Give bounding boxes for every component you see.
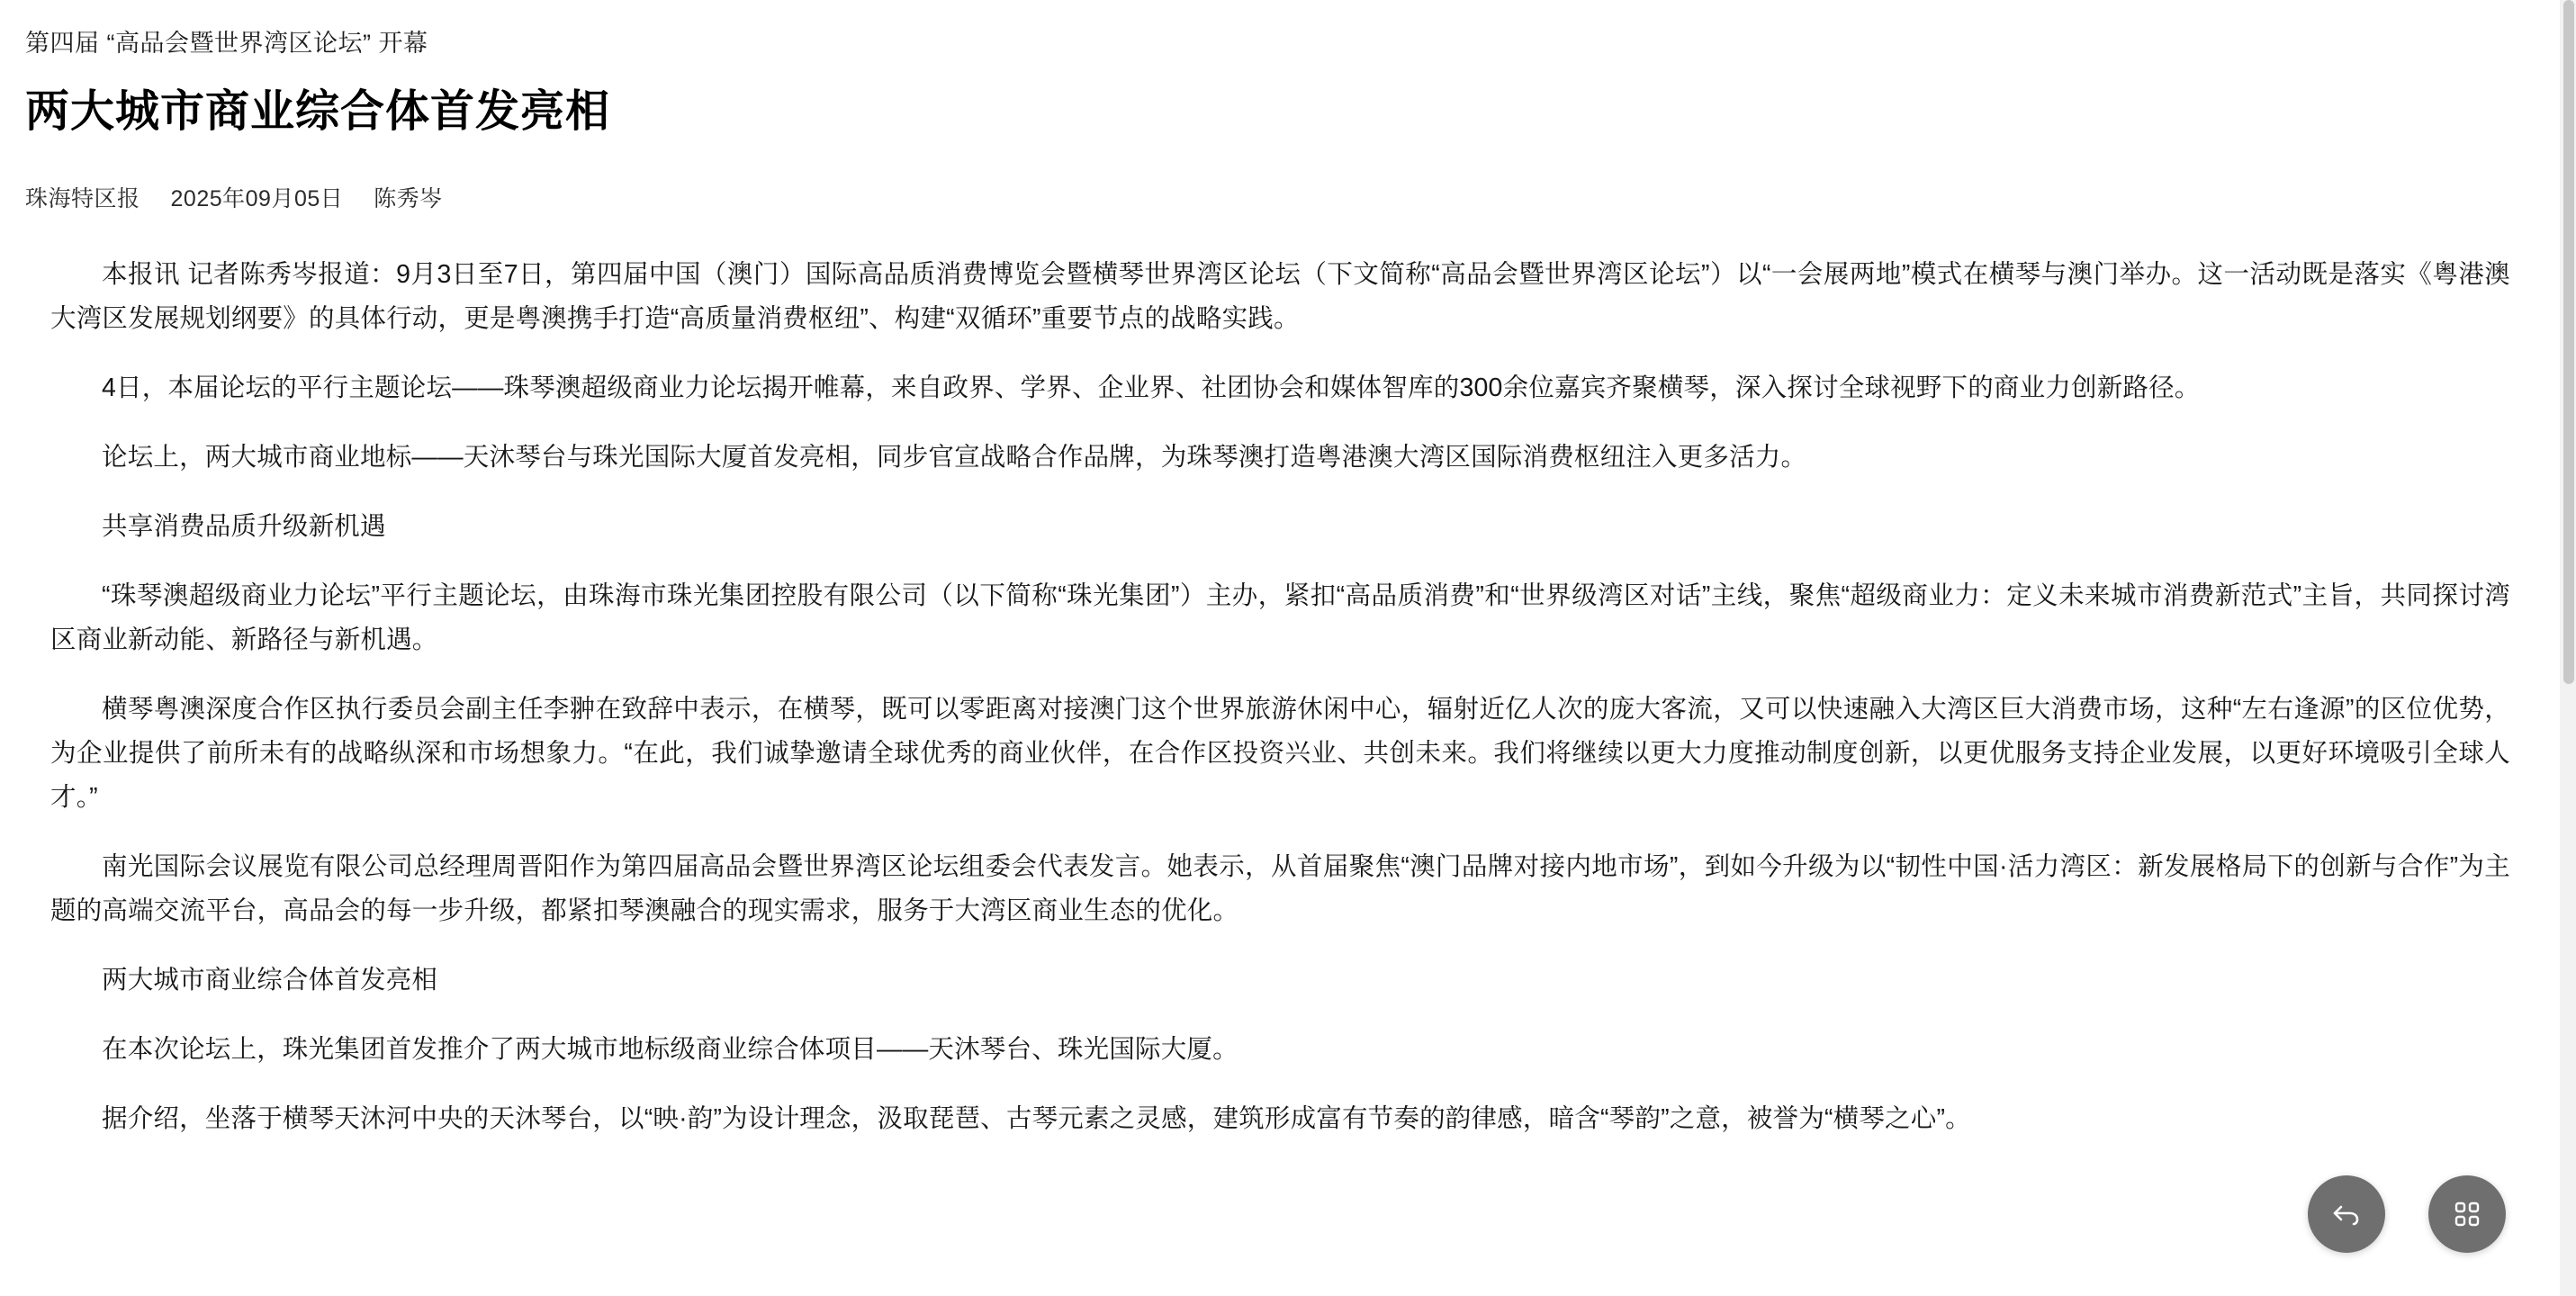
page-title: 两大城市商业综合体首发亮相 [25,86,611,136]
article-paragraph: 论坛上，两大城市商业地标——天沐琴台与珠光国际大厦首发亮相，同步官宣战略合作品牌，为珠琴澳打造粤港澳大湾区国际消费枢纽注入更多活力。 [102,443,1807,472]
grid-icon [2447,1194,2487,1234]
article-kicker: 第四届 “高品会暨世界湾区论坛” 开幕 [25,30,428,57]
byline-source: 珠海特区报 [25,186,140,212]
article-paragraph: 4日，本届论坛的平行主题论坛——珠琴澳超级商业力论坛揭开帷幕，来自政界、学界、企业界、社团协会和媒体智库的300余位嘉宾齐聚横琴，深入探讨全球视野下的商业力创新路径。 [102,374,2201,403]
article-paragraph: 本报讯 记者陈秀岑报道：9月3日至7日，第四届中国（澳门）国际高品质消费博览会暨横琴世界湾区论坛（下文简称“高品会暨世界湾区论坛”）以“一会展两地”模式在横琴与澳门举办。这一活动既是落实《粤港澳大湾区发展规划纲要》的具体行动，更是粤澳携手打造“高质量消费枢纽”、构建“双循环”重要节点的战略实践。 [50,260,2510,334]
article-paragraph: 南光国际会议展览有限公司总经理周晋阳作为第四届高品会暨世界湾区论坛组委会代表发言。她表示，从首届聚焦“澳门品牌对接内地市场”，到如今升级为以“韧性中国·活力湾区：新发展格局下的创新与合作”为主题的高端交流平台，高品会的每一步升级，都紧扣琴澳融合的现实需求，服务于大湾区商业生态的优化。 [50,852,2510,926]
article-paragraph: 在本次论坛上，珠光集团首发推介了两大城市地标级商业综合体项目——天沐琴台、珠光国际大厦。 [102,1035,1238,1065]
byline-date: 2025年09月05日 [170,186,344,212]
byline [25,181,2561,213]
article-subheading: 共享消费品质升级新机遇 [102,512,386,542]
article-paragraph: 据介绍，坐落于横琴天沐河中央的天沐琴台，以“映·韵”为设计理念，汲取琵琶、古琴元素之灵感，建筑形成富有节奏的韵律感，暗含“琴韵”之意，被誉为“横琴之心”。 [102,1104,1971,1134]
article-paragraph: 横琴粤澳深度合作区执行委员会副主任李翀在致辞中表示，在横琴，既可以零距离对接澳门这个世界旅游休闲中心，辐射近亿人次的庞大客流，又可以快速融入大湾区巨大消费市场，这种“左右逢源”的区位优势，为企业提供了前所未有的战略纵深和市场想象力。“在此，我们诚挚邀请全球优秀的商业伙伴，在合作区投资兴业、共创未来。我们将继续以更大力度推动制度创新，以更优服务支持企业发展，以更好环境吸引全球人才。” [50,695,2510,813]
scrollbar-thumb[interactable] [2563,0,2574,684]
back-button[interactable] [2308,1175,2385,1253]
scrollbar-track[interactable] [2560,0,2576,1296]
byline-author: 陈秀岑 [374,186,443,212]
apps-grid-button[interactable] [2428,1175,2506,1253]
article-body [50,253,2510,1141]
floating-action-group [2308,1175,2506,1253]
article-subheading: 两大城市商业综合体首发亮相 [102,966,438,995]
article-paragraph: “珠琴澳超级商业力论坛”平行主题论坛，由珠海市珠光集团控股有限公司（以下简称“珠光集团”）主办，紧扣“高品质消费”和“世界级湾区对话”主线，聚焦“超级商业力：定义未来城市消费新范式”主旨，共同探讨湾区商业新动能、新路径与新机遇。 [50,581,2510,655]
back-arrow-icon [2327,1194,2366,1234]
